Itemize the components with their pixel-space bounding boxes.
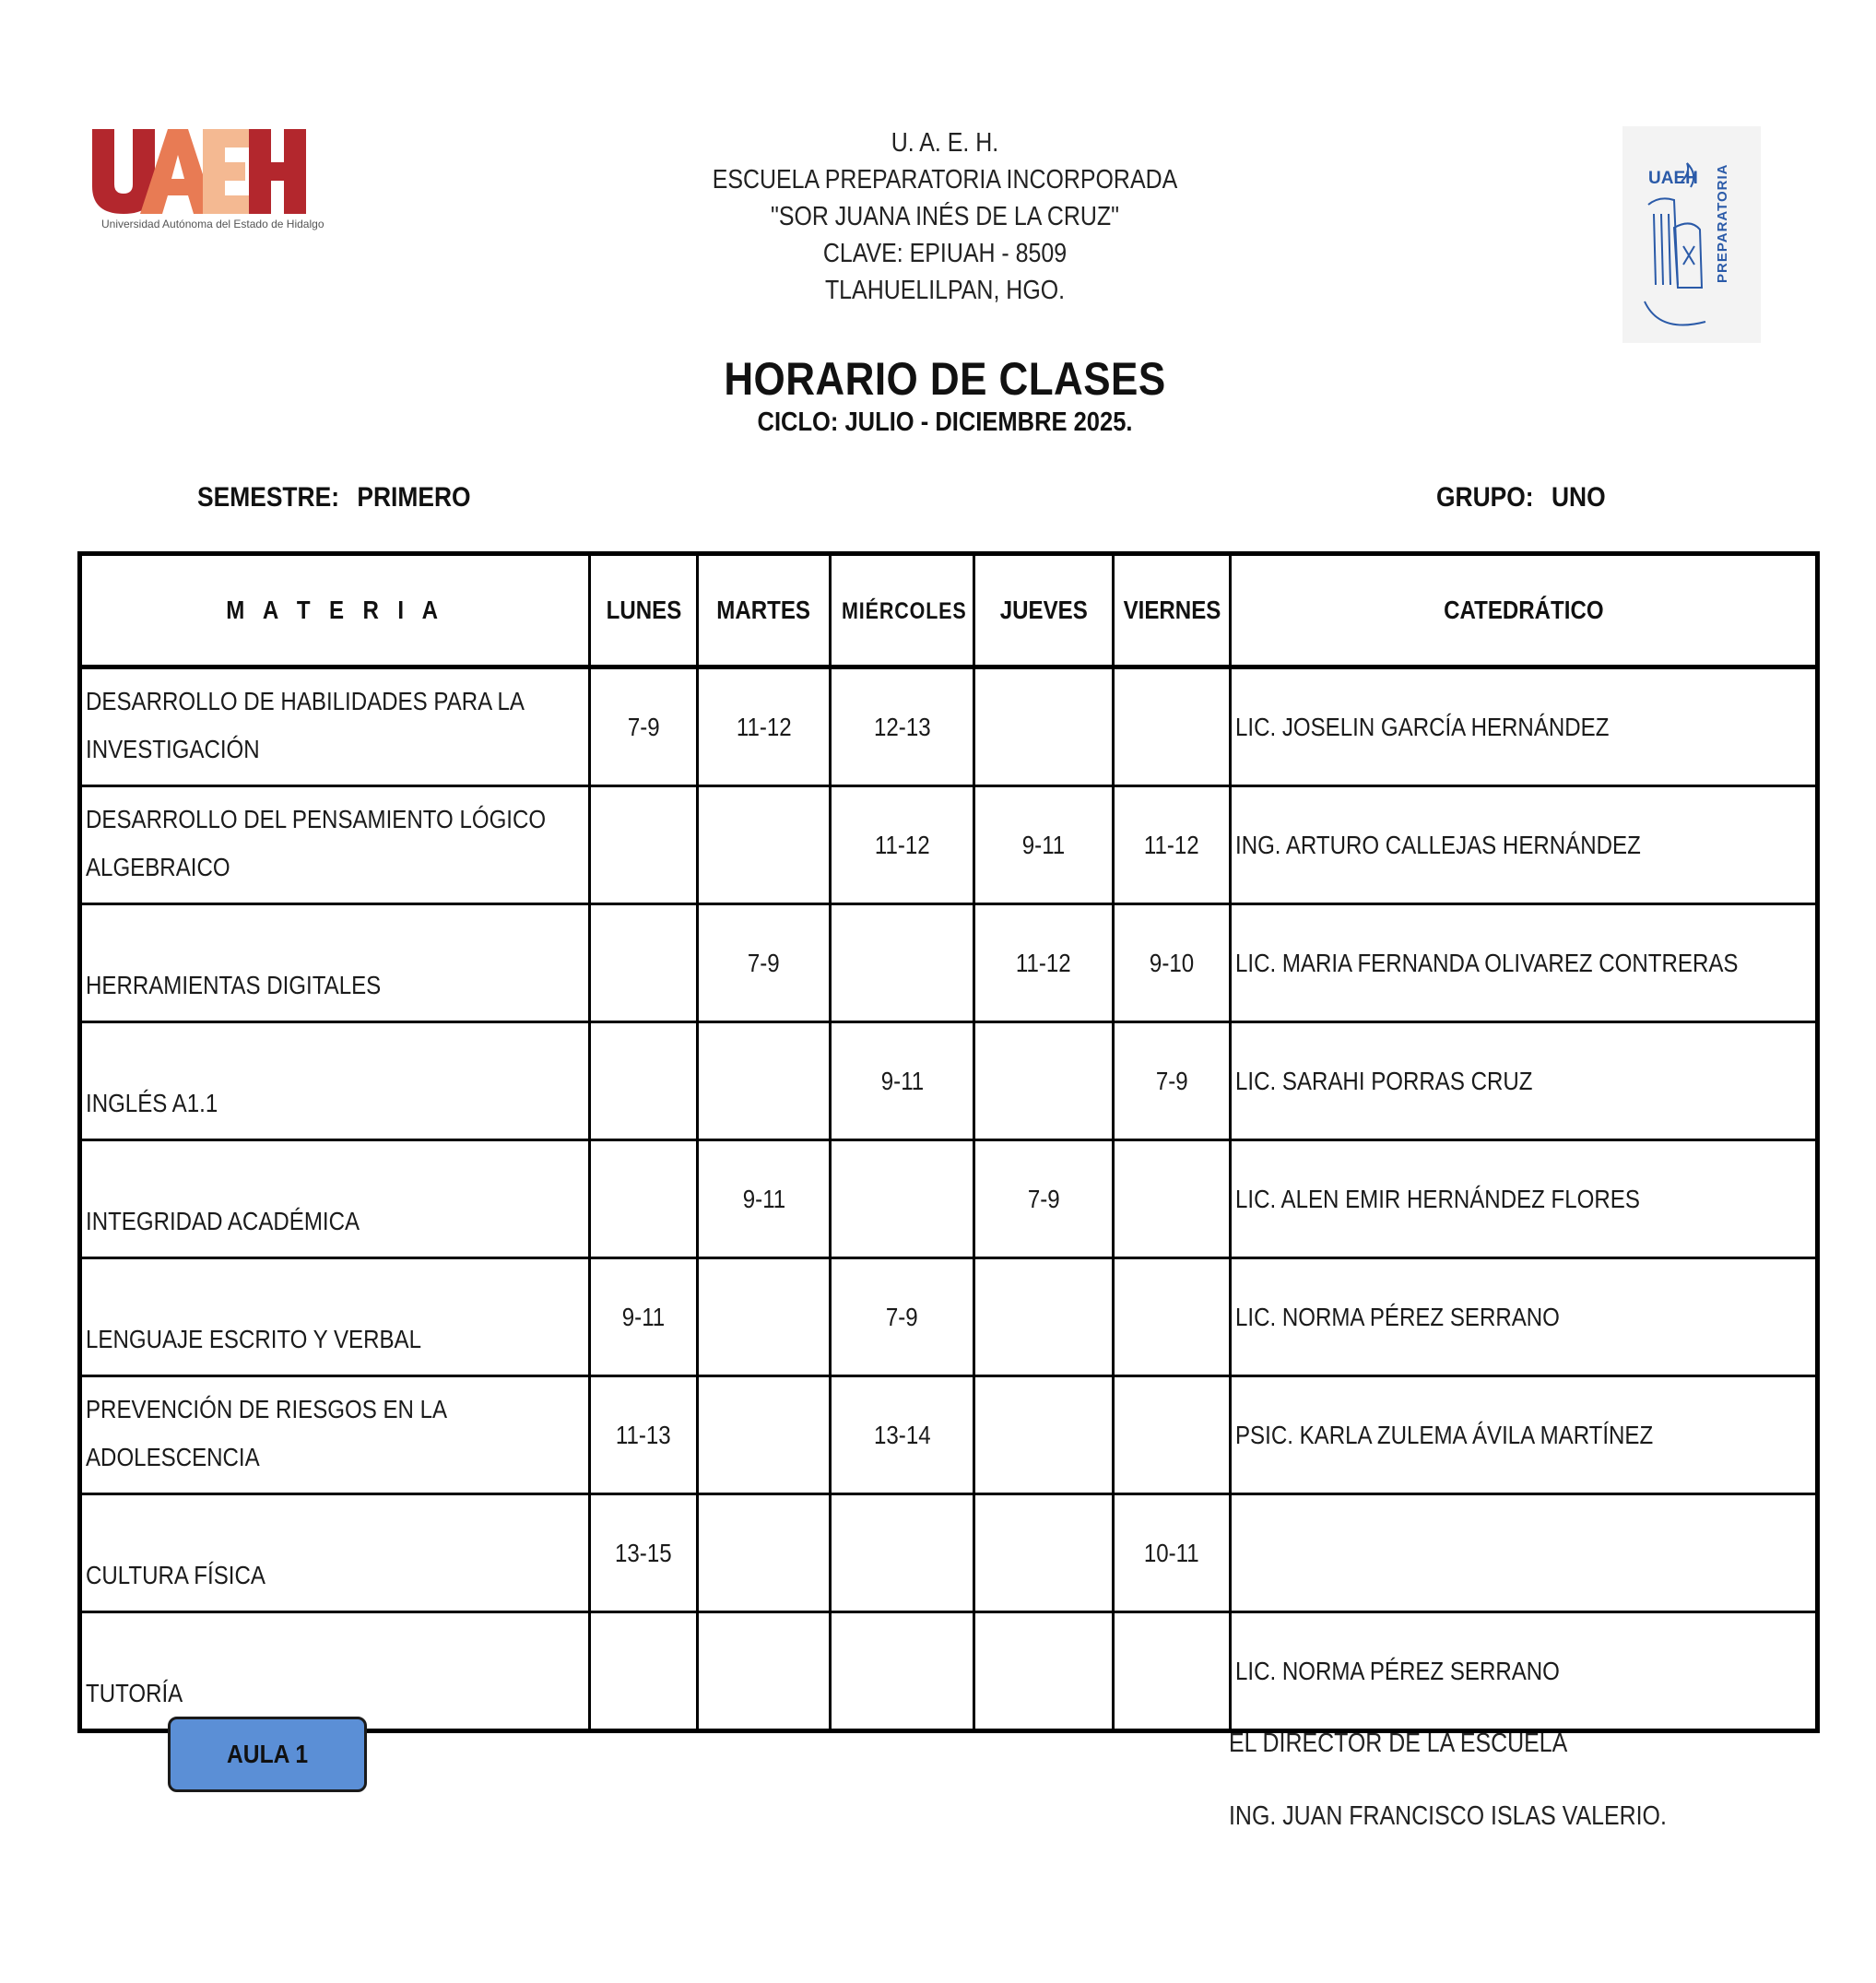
table-row [80,1494,1818,1612]
cell-materia: INGLÉS A1.1 [80,1022,590,1140]
institution-line: TLAHUELILPAN, HGO. [824,276,1066,305]
cell-lunes: 7-9 [590,667,698,786]
table-row [80,904,1818,1022]
cell-viernes: 9-10 [1114,904,1231,1022]
cell-catedratico: LIC. MARIA FERNANDA OLIVAREZ CONTRERAS [1231,904,1818,1022]
grupo-info [1436,482,1623,513]
cell-miercoles: 9-11 [831,1022,974,1140]
institution-line: U. A. E. H. [891,128,999,158]
cell-lunes [590,1140,698,1258]
cell-martes [698,786,831,904]
cell-viernes: 10-11 [1114,1494,1231,1612]
prepa-logo-acronym: UAEH [1648,169,1698,188]
cell-martes [698,1022,831,1140]
cell-viernes: 11-12 [1114,786,1231,904]
semestre-value: PRIMERO [357,482,471,513]
cell-martes: 11-12 [698,667,831,786]
table-row [80,1022,1818,1140]
cell-lunes [590,904,698,1022]
column-header-materia: M A T E R I A [80,554,590,667]
cell-catedratico: PSIC. KARLA ZULEMA ÁVILA MARTÍNEZ [1231,1376,1818,1494]
grupo-label: GRUPO: [1436,482,1534,513]
column-header-martes: MARTES [698,554,831,667]
cell-materia: INTEGRIDAD ACADÉMICA [80,1140,590,1258]
cell-materia: HERRAMIENTAS DIGITALES [80,904,590,1022]
table-header-row [80,554,1818,667]
grupo-value: UNO [1551,482,1606,513]
institution-line: ESCUELA PREPARATORIA INCORPORADA [712,165,1178,195]
cell-lunes: 13-15 [590,1494,698,1612]
table-row [80,1140,1818,1258]
uaeh-logo-caption: Universidad Autónoma del Estado de Hidalgo [101,218,324,230]
cell-miercoles [831,1612,974,1731]
director-name: ING. JUAN FRANCISCO ISLAS VALERIO. [1229,1801,1667,1831]
cell-miercoles: 11-12 [831,786,974,904]
cell-miercoles: 7-9 [831,1258,974,1376]
director-title: EL DIRECTOR DE LA ESCUELA [1229,1729,1568,1758]
cell-viernes: 7-9 [1114,1022,1231,1140]
column-header-viernes: VIERNES [1114,554,1231,667]
cell-catedratico: LIC. JOSELIN GARCÍA HERNÁNDEZ [1231,667,1818,786]
cell-miercoles [831,1494,974,1612]
cell-martes [698,1612,831,1731]
institution-line: CLAVE: EPIUAH - 8509 [822,239,1068,268]
cell-catedratico: ING. ARTURO CALLEJAS HERNÁNDEZ [1231,786,1818,904]
cell-jueves: 7-9 [974,1140,1114,1258]
cell-materia: DESARROLLO DEL PENSAMIENTO LÓGICO ALGEBRAICO [80,786,590,904]
cell-lunes [590,1022,698,1140]
prepa-logo-word: PREPARATORIA [1715,163,1730,283]
director-block [1229,1707,1667,1853]
semestre-label: SEMESTRE: [197,482,340,513]
column-header-catedratico: CATEDRÁTICO [1231,554,1818,667]
cell-catedratico: LIC. ALEN EMIR HERNÁNDEZ FLORES [1231,1140,1818,1258]
cell-martes [698,1494,831,1612]
column-header-jueves: JUEVES [974,554,1114,667]
cell-martes [698,1376,831,1494]
cell-jueves [974,1258,1114,1376]
table-row [80,667,1818,786]
cell-materia: LENGUAJE ESCRITO Y VERBAL [80,1258,590,1376]
uaeh-logo-mark [92,129,306,214]
cell-martes: 7-9 [698,904,831,1022]
cell-catedratico: LIC. NORMA PÉREZ SERRANO [1231,1258,1818,1376]
cell-lunes: 9-11 [590,1258,698,1376]
cell-miercoles: 12-13 [831,667,974,786]
column-header-miercoles: MIÉRCOLES [831,554,974,667]
cell-materia: CULTURA FÍSICA [80,1494,590,1612]
cell-miercoles: 13-14 [831,1376,974,1494]
cell-viernes [1114,1140,1231,1258]
cell-jueves [974,667,1114,786]
page-title: HORARIO DE CLASES [724,353,1166,405]
cell-jueves [974,1376,1114,1494]
page-subtitle: CICLO: JULIO - DICIEMBRE 2025. [757,407,1133,437]
cell-lunes [590,1612,698,1731]
cell-viernes [1114,1612,1231,1731]
cell-jueves: 9-11 [974,786,1114,904]
cell-jueves: 11-12 [974,904,1114,1022]
column-header-lunes: LUNES [590,554,698,667]
cell-jueves [974,1022,1114,1140]
cell-catedratico: LIC. SARAHI PORRAS CRUZ [1231,1022,1818,1140]
cell-martes [698,1258,831,1376]
cell-catedratico: LIC. NORMA PÉREZ SERRANO [1231,1612,1818,1731]
table-row [80,786,1818,904]
cell-miercoles [831,904,974,1022]
cell-lunes [590,786,698,904]
cell-catedratico [1231,1494,1818,1612]
table-row [80,1376,1818,1494]
institution-line: "SOR JUANA INÉS DE LA CRUZ" [770,202,1120,231]
cell-jueves [974,1494,1114,1612]
cell-jueves [974,1612,1114,1731]
table-row [80,1258,1818,1376]
cell-materia: TUTORÍA [80,1612,590,1731]
institution-header [624,124,1267,309]
cell-miercoles [831,1140,974,1258]
cell-materia: DESARROLLO DE HABILIDADES PARA LA INVESTIGACIÓN [80,667,590,786]
cell-viernes [1114,1376,1231,1494]
schedule-table [77,551,1820,1733]
aula-button[interactable] [168,1717,367,1792]
cell-viernes [1114,1258,1231,1376]
aula-label: AULA 1 [226,1740,309,1768]
cell-materia: PREVENCIÓN DE RIESGOS EN LA ADOLESCENCIA [80,1376,590,1494]
prepa-logo [1622,126,1761,343]
cell-martes: 9-11 [698,1140,831,1258]
prepa-logo-emblem [1622,126,1761,343]
semestre-info [197,482,489,513]
uaeh-logo [92,129,324,235]
cell-lunes: 11-13 [590,1376,698,1494]
cell-viernes [1114,667,1231,786]
